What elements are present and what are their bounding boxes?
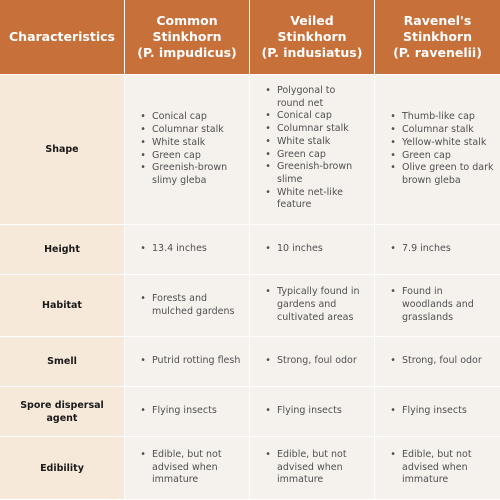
row-label-shape-text: Shape <box>45 144 79 155</box>
list-item <box>139 150 227 163</box>
list-item <box>389 137 494 150</box>
cell-habitat-ravenels <box>375 275 500 337</box>
bullet-icon: • <box>265 135 271 147</box>
list-item <box>139 162 227 187</box>
bullet-icon: • <box>140 149 146 161</box>
bullet-list <box>264 243 323 256</box>
list-item-text: Greenish-brown slime <box>277 161 353 185</box>
list-item-text: 13.4 inches <box>152 243 207 255</box>
list-item <box>389 162 494 187</box>
bullet-icon: • <box>265 355 271 367</box>
bullet-icon: • <box>265 123 271 135</box>
cell-smell-common <box>125 337 250 387</box>
list-item <box>139 111 227 124</box>
list-item-text: Flying insects <box>277 405 342 417</box>
bullet-icon: • <box>390 149 396 161</box>
bullet-list <box>264 355 357 368</box>
bullet-icon: • <box>265 110 271 122</box>
bullet-icon: • <box>265 186 271 198</box>
bullet-icon: • <box>140 124 146 136</box>
header-veiled-stinkhorn <box>250 0 375 75</box>
bullet-icon: • <box>140 355 146 367</box>
bullet-list <box>264 286 360 324</box>
bullet-icon: • <box>140 292 146 304</box>
bullet-list <box>264 449 347 487</box>
row-label-smell <box>0 337 125 387</box>
bullet-list <box>139 111 227 187</box>
bullet-icon: • <box>390 405 396 417</box>
bullet-list <box>139 293 235 318</box>
bullet-icon: • <box>390 124 396 136</box>
cell-edibility-veiled <box>250 437 375 500</box>
bullet-icon: • <box>390 448 396 460</box>
row-label-edibility-text: Edibility <box>40 462 84 474</box>
list-item-text: Green cap <box>277 148 326 160</box>
list-item <box>264 286 360 324</box>
list-item <box>389 286 474 324</box>
cell-habitat-veiled <box>250 275 375 337</box>
list-item <box>264 85 352 110</box>
bullet-list <box>389 449 472 487</box>
list-item-text: Columnar stalk <box>402 124 474 136</box>
bullet-icon: • <box>140 162 146 174</box>
bullet-list <box>139 405 217 418</box>
list-item <box>264 355 357 368</box>
header-ravenels-line-2: Stinkhorn <box>402 29 472 44</box>
cell-habitat-common <box>125 275 250 337</box>
cell-height-ravenels <box>375 225 500 275</box>
cell-edibility-ravenels <box>375 437 500 500</box>
list-item <box>264 161 352 186</box>
bullet-icon: • <box>265 161 271 173</box>
bullet-list <box>389 286 474 324</box>
list-item-text: Conical cap <box>277 110 332 122</box>
list-item-text: Flying insects <box>402 405 467 417</box>
list-item <box>264 187 352 212</box>
row-label-spore-line-2: agent <box>46 412 78 424</box>
bullet-icon: • <box>390 162 396 174</box>
cell-spore-common <box>125 387 250 437</box>
bullet-icon: • <box>140 136 146 148</box>
row-label-habitat-text: Habitat <box>42 300 82 311</box>
list-item-text: White net-like feature <box>277 186 343 211</box>
list-item <box>264 405 342 418</box>
cell-height-veiled <box>250 225 375 275</box>
list-item-text: White stalk <box>277 135 331 147</box>
list-item-text: White stalk <box>152 136 206 148</box>
bullet-list <box>139 449 222 487</box>
list-item <box>264 110 352 123</box>
bullet-list <box>264 405 342 418</box>
bullet-icon: • <box>265 85 271 96</box>
list-item-text: Edible, but not advised when immature <box>402 448 472 486</box>
list-item <box>264 149 352 162</box>
list-item-text: Edible, but not advised when immature <box>277 448 347 486</box>
bullet-icon: • <box>265 448 271 460</box>
header-common-line-1: Common <box>156 13 218 28</box>
list-item <box>389 124 494 137</box>
row-label-shape <box>0 75 125 225</box>
list-item-text: Typically found in gardens and cultivated areas <box>277 286 360 323</box>
cell-spore-veiled <box>250 387 375 437</box>
row-label-edibility <box>0 437 125 500</box>
header-characteristics-label: Characteristics <box>9 29 115 44</box>
list-item-text: Green cap <box>402 149 451 161</box>
header-common-line-3: (P. impudicus) <box>137 45 237 60</box>
row-label-smell-text: Smell <box>47 356 77 367</box>
list-item <box>139 405 217 418</box>
list-item <box>389 150 494 163</box>
bullet-icon: • <box>390 355 396 367</box>
list-item-text: Columnar stalk <box>152 124 224 136</box>
list-item-text: Green cap <box>152 149 201 161</box>
cell-edibility-common <box>125 437 250 500</box>
bullet-icon: • <box>140 243 146 255</box>
list-item-text: Putrid rotting flesh <box>152 355 241 367</box>
header-ravenels-line-1: Ravenel's <box>403 13 472 28</box>
bullet-icon: • <box>140 405 146 417</box>
header-common-stinkhorn <box>125 0 250 75</box>
header-veiled-line-2: (P. indusiatus) <box>261 45 363 60</box>
cell-spore-ravenels <box>375 387 500 437</box>
bullet-icon: • <box>265 148 271 160</box>
list-item <box>264 123 352 136</box>
bullet-icon: • <box>265 286 271 298</box>
list-item <box>389 449 472 487</box>
bullet-icon: • <box>390 136 396 148</box>
bullet-icon: • <box>265 405 271 417</box>
list-item <box>139 449 222 487</box>
header-common-line-2: Stinkhorn <box>152 29 222 44</box>
list-item <box>139 137 227 150</box>
bullet-icon: • <box>140 448 146 460</box>
row-label-spore-dispersal <box>0 387 125 437</box>
cell-height-common <box>125 225 250 275</box>
header-veiled-line-1: Veiled Stinkhorn <box>277 13 347 44</box>
bullet-list <box>389 405 467 418</box>
bullet-list <box>264 85 352 212</box>
list-item-text: 10 inches <box>277 243 323 255</box>
list-item <box>264 136 352 149</box>
list-item <box>264 449 347 487</box>
list-item-text: Forests and mulched gardens <box>152 292 235 317</box>
list-item-text: Edible, but not advised when immature <box>152 448 222 486</box>
list-item <box>139 124 227 137</box>
bullet-icon: • <box>390 243 396 255</box>
bullet-list <box>389 111 494 187</box>
list-item <box>389 111 494 124</box>
header-ravenels-stinkhorn <box>375 0 500 75</box>
list-item-text: Yellow-white stalk <box>402 136 487 148</box>
list-item <box>389 355 482 368</box>
list-item <box>389 243 451 256</box>
cell-smell-ravenels <box>375 337 500 387</box>
list-item-text: Columnar stalk <box>277 123 349 135</box>
list-item-text: Strong, foul odor <box>277 355 357 367</box>
cell-smell-veiled <box>250 337 375 387</box>
list-item-text: Thumb-like cap <box>402 111 475 123</box>
bullet-list <box>139 355 240 368</box>
list-item-text: Found in woodlands and grasslands <box>402 286 474 323</box>
list-item-text: Flying insects <box>152 405 217 417</box>
header-characteristics <box>0 0 125 75</box>
list-item-text: Strong, foul odor <box>402 355 482 367</box>
list-item <box>139 293 235 318</box>
bullet-icon: • <box>390 111 396 123</box>
bullet-icon: • <box>390 286 396 298</box>
cell-shape-ravenels <box>375 75 500 225</box>
bullet-list <box>139 243 207 256</box>
bullet-icon: • <box>140 111 146 123</box>
list-item-text: 7.9 inches <box>402 243 451 255</box>
row-label-habitat <box>0 275 125 337</box>
row-label-height <box>0 225 125 275</box>
bullet-list <box>389 355 482 368</box>
list-item <box>264 243 323 256</box>
list-item <box>139 243 207 256</box>
list-item-text: Greenish-brown slimy gleba <box>152 162 228 186</box>
list-item <box>139 355 240 368</box>
header-ravenels-line-3: (P. ravenelii) <box>393 45 482 60</box>
bullet-icon: • <box>265 243 271 255</box>
list-item <box>389 405 467 418</box>
bullet-list <box>389 243 451 256</box>
cell-shape-veiled <box>250 75 375 225</box>
cell-shape-common <box>125 75 250 225</box>
row-label-height-text: Height <box>44 244 80 255</box>
list-item-text: Conical cap <box>152 111 207 123</box>
row-label-spore-line-1: Spore dispersal <box>20 399 104 411</box>
list-item-text: Polygonal to round net <box>277 85 336 109</box>
list-item-text: Olive green to dark brown gleba <box>402 162 494 186</box>
